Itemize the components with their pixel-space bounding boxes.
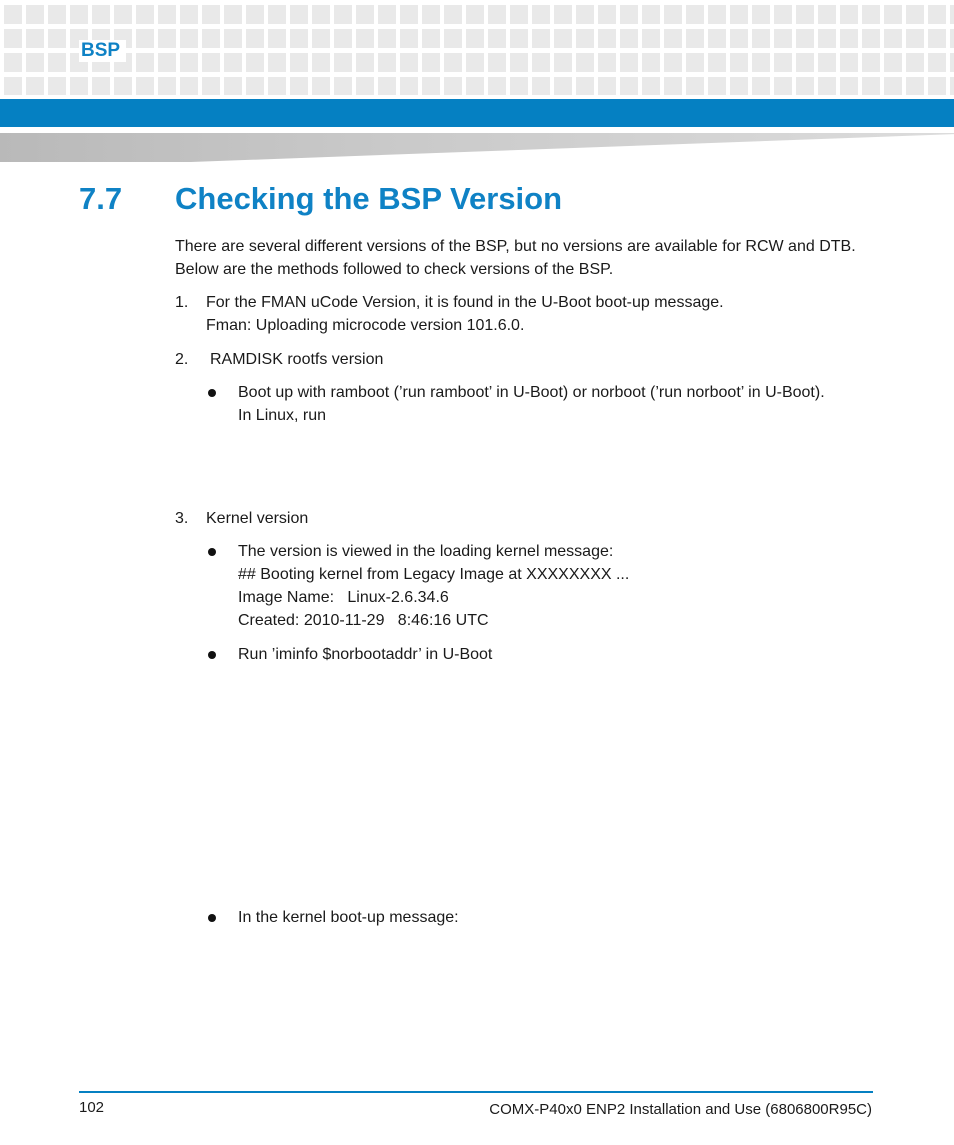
step-3-bullet-1-line-3: Image Name: Linux-2.6.34.6 [238, 589, 449, 606]
intro-line-1: There are several different versions of the BSP, but no versions are available for RCW and DTB. [175, 238, 856, 255]
header-gray-wedge [0, 133, 954, 162]
step-3-bullet-2: Run ’iminfo $norbootaddr’ in U-Boot [238, 646, 493, 663]
chapter-label: BSP [79, 40, 126, 62]
bullet-icon [208, 651, 216, 659]
footer-rule [79, 1091, 873, 1093]
step-1-text: For the FMAN uCode Version, it is found in the U-Boot boot-up message. [206, 294, 724, 311]
step-3-number: 3. [175, 510, 189, 527]
bullet-icon [208, 548, 216, 556]
step-1-subtext: Fman: Uploading microcode version 101.6.0. [206, 317, 525, 334]
step-2-number: 2. [175, 351, 189, 368]
step-3-text: Kernel version [206, 510, 309, 527]
step-3-bullet-1-line-2: ## Booting kernel from Legacy Image at XXXXXXXX ... [238, 566, 630, 583]
bullet-icon [208, 914, 216, 922]
header-dot-pattern [0, 0, 954, 95]
step-2-text: RAMDISK rootfs version [210, 351, 384, 368]
step-3-bullet-1-line-4: Created: 2010-11-29 8:46:16 UTC [238, 612, 489, 629]
step-2-bullet-1-line-1: Boot up with ramboot (’run ramboot’ in U-Boot) or norboot (’run norboot’ in U-Boot). [238, 384, 825, 401]
header-blue-bar [0, 99, 954, 127]
step-3-bullet-3: In the kernel boot-up message: [238, 909, 459, 926]
section-number: 7.7 [79, 181, 123, 216]
step-3-bullet-1-line-1: The version is viewed in the loading kernel message: [238, 543, 614, 560]
section-title: Checking the BSP Version [175, 181, 563, 216]
step-1-number: 1. [175, 294, 189, 311]
document-title: COMX-P40x0 ENP2 Installation and Use (6806800R95C) [489, 1101, 872, 1118]
bullet-icon [208, 389, 216, 397]
intro-line-2: Below are the methods followed to check versions of the BSP. [175, 261, 614, 278]
page-number: 102 [79, 1099, 105, 1116]
step-2-bullet-1-line-2: In Linux, run [238, 407, 327, 424]
